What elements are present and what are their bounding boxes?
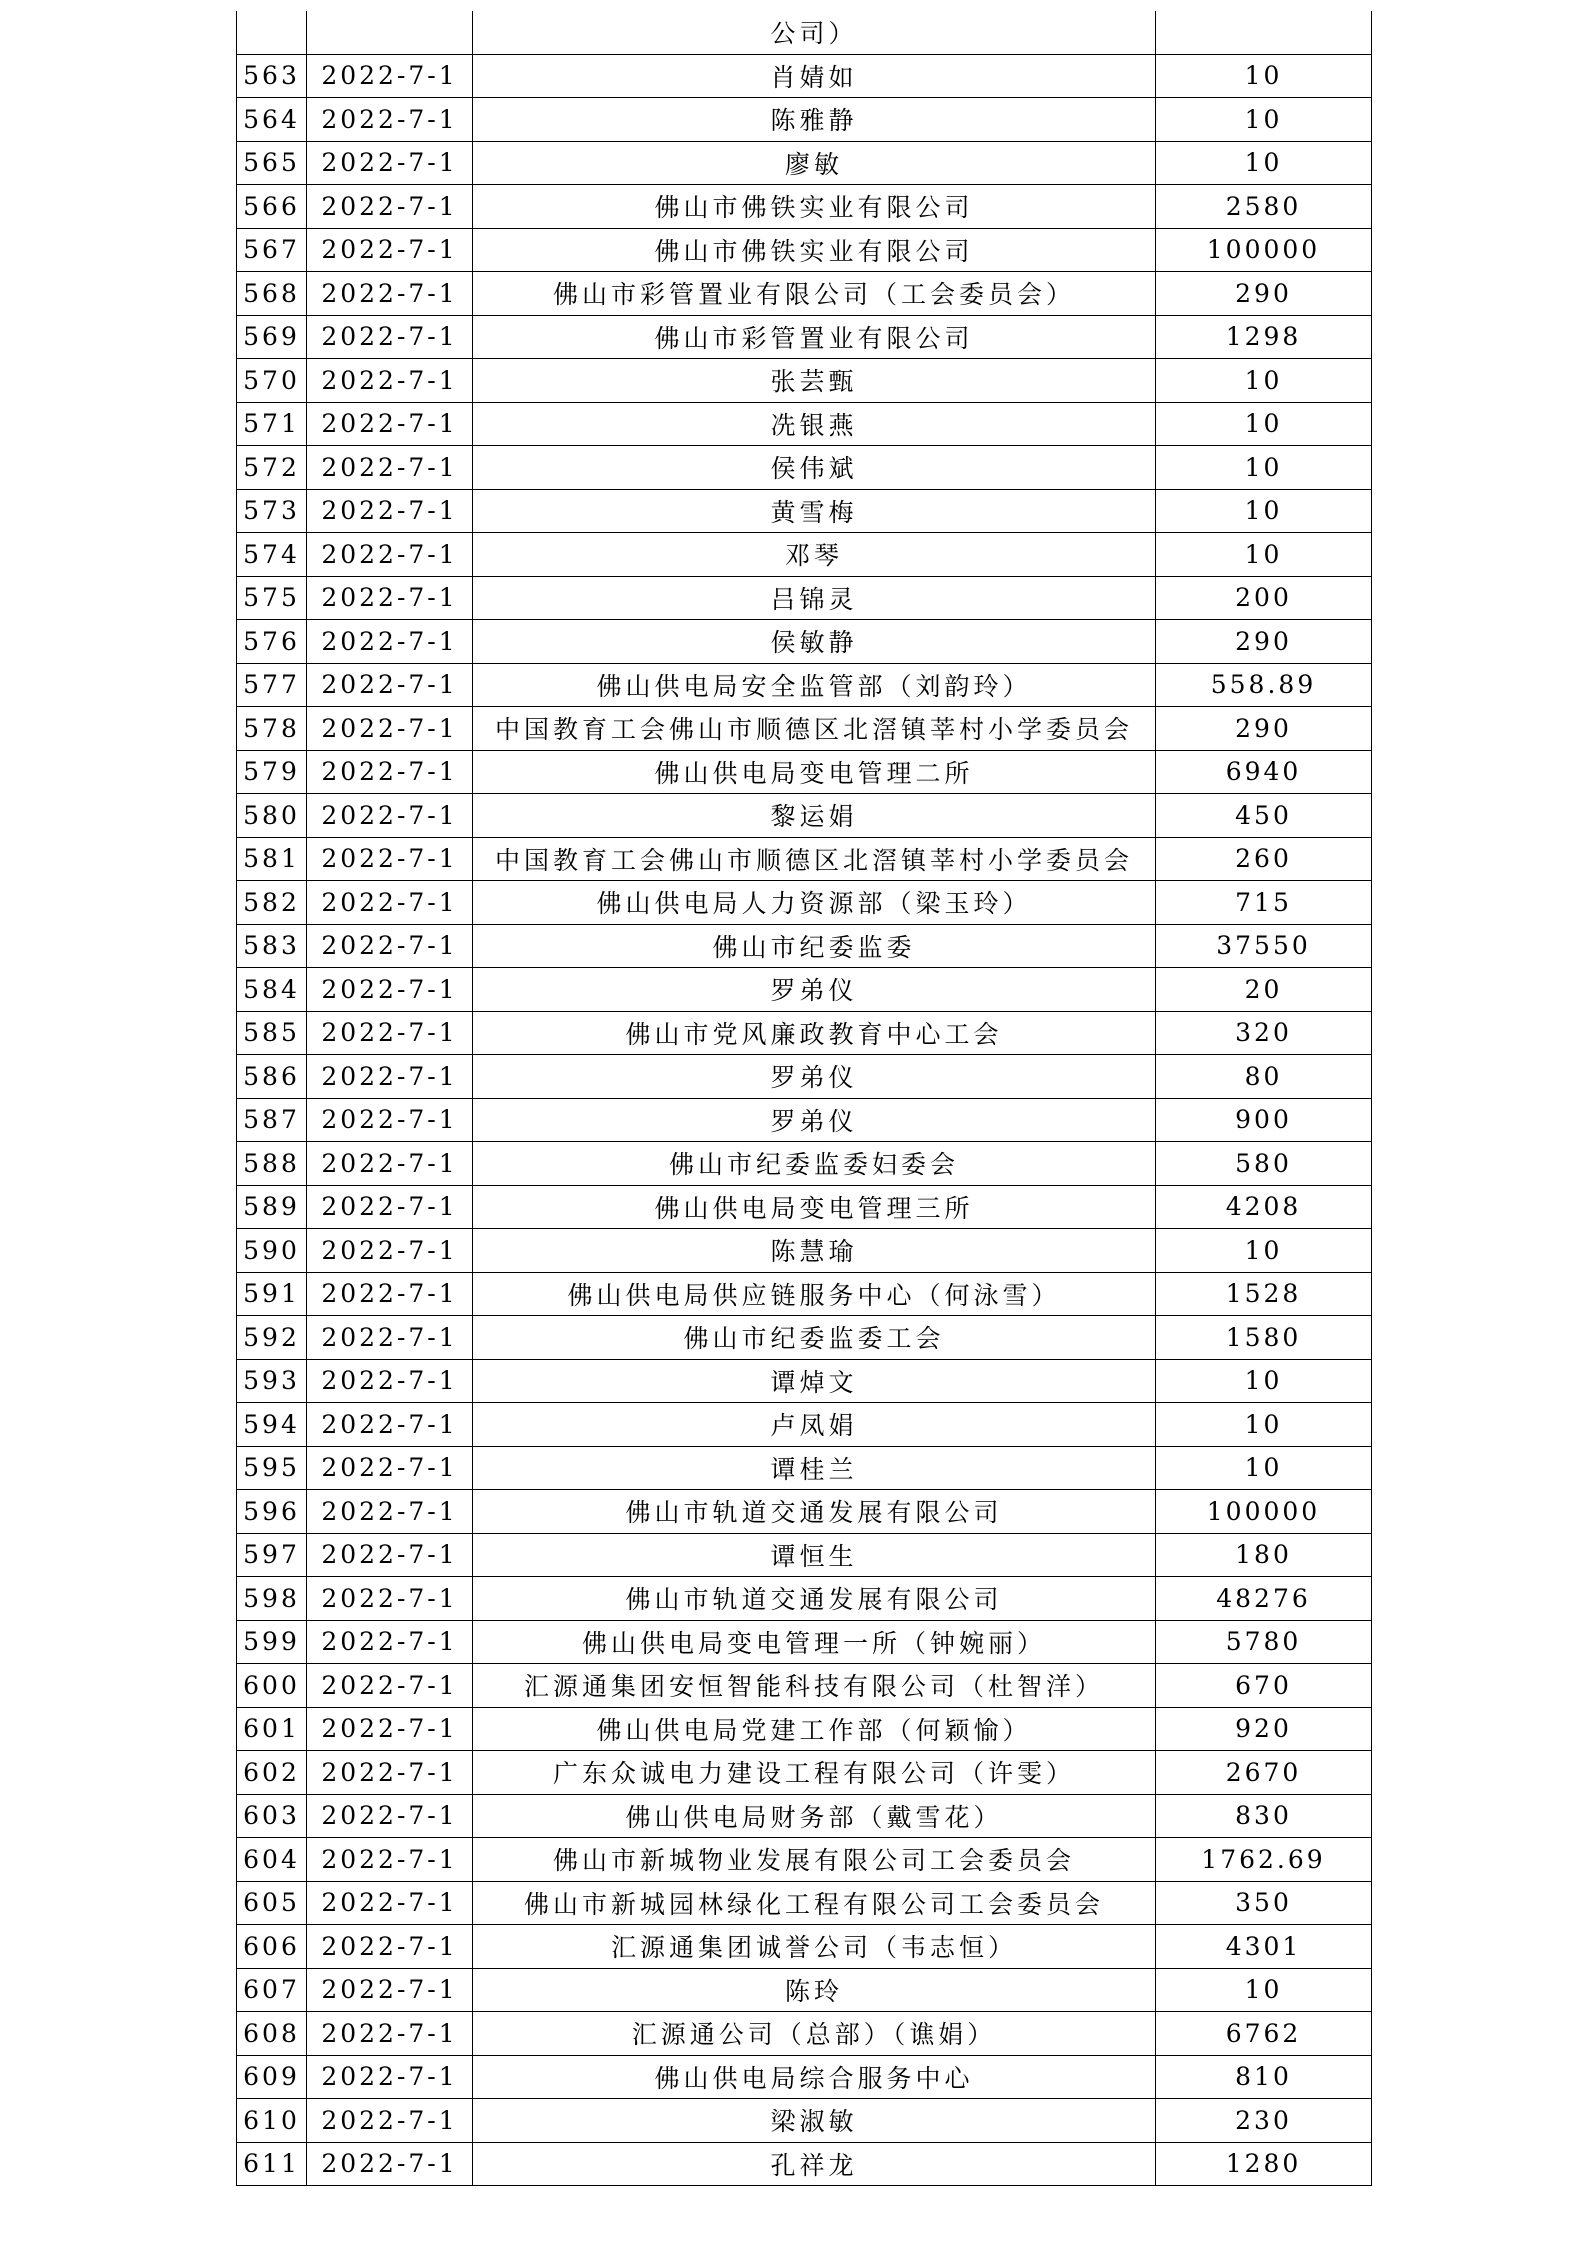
date-cell: 2022-7-1 [307, 576, 473, 620]
date-cell: 2022-7-1 [307, 1490, 473, 1534]
table-row [237, 1577, 1372, 1621]
donor-name-cell: 佛山供电局财务部（戴雪花） [473, 1794, 1156, 1838]
index-cell: 609 [237, 2055, 307, 2099]
amount-cell: 1580 [1156, 1316, 1372, 1360]
index-cell: 564 [237, 98, 307, 142]
donor-name-cell: 佛山市党风廉政教育中心工会 [473, 1011, 1156, 1055]
donor-name-cell: 佛山供电局安全监管部（刘韵玲） [473, 663, 1156, 707]
table-row [237, 2099, 1372, 2143]
date-cell: 2022-7-1 [307, 489, 473, 533]
table-row [237, 1316, 1372, 1360]
amount-cell: 10 [1156, 489, 1372, 533]
date-cell: 2022-7-1 [307, 968, 473, 1012]
table-row [237, 1446, 1372, 1490]
date-cell: 2022-7-1 [307, 794, 473, 838]
amount-cell: 5780 [1156, 1620, 1372, 1664]
date-cell: 2022-7-1 [307, 272, 473, 316]
index-cell: 584 [237, 968, 307, 1012]
table-row [237, 968, 1372, 1012]
index-cell: 568 [237, 272, 307, 316]
amount-cell: 10 [1156, 141, 1372, 185]
table-row [237, 1055, 1372, 1099]
index-cell: 607 [237, 1968, 307, 2012]
table-row [237, 2012, 1372, 2056]
index-cell: 606 [237, 1925, 307, 1969]
amount-cell: 4301 [1156, 1925, 1372, 1969]
donor-name-cell: 中国教育工会佛山市顺德区北滘镇莘村小学委员会 [473, 837, 1156, 881]
table-row [237, 1838, 1372, 1882]
table-row [237, 489, 1372, 533]
donor-name-cell: 陈雅静 [473, 98, 1156, 142]
index-cell: 601 [237, 1707, 307, 1751]
amount-cell [1156, 11, 1372, 54]
table-row [237, 1142, 1372, 1186]
table-row [237, 2055, 1372, 2099]
date-cell: 2022-7-1 [307, 1881, 473, 1925]
index-cell: 572 [237, 446, 307, 490]
date-cell: 2022-7-1 [307, 1838, 473, 1882]
index-cell: 590 [237, 1229, 307, 1273]
table-row [237, 54, 1372, 98]
amount-cell: 558.89 [1156, 663, 1372, 707]
index-cell: 598 [237, 1577, 307, 1621]
date-cell: 2022-7-1 [307, 54, 473, 98]
amount-cell: 10 [1156, 359, 1372, 403]
amount-cell: 670 [1156, 1664, 1372, 1708]
index-cell: 569 [237, 315, 307, 359]
table-row [237, 1620, 1372, 1664]
amount-cell: 1528 [1156, 1272, 1372, 1316]
index-cell: 604 [237, 1838, 307, 1882]
index-cell [237, 11, 307, 54]
table-row [237, 1011, 1372, 1055]
donor-name-cell: 佛山供电局综合服务中心 [473, 2055, 1156, 2099]
donor-name-cell: 罗弟仪 [473, 968, 1156, 1012]
date-cell: 2022-7-1 [307, 446, 473, 490]
date-cell: 2022-7-1 [307, 663, 473, 707]
date-cell: 2022-7-1 [307, 1664, 473, 1708]
table-row [237, 272, 1372, 316]
index-cell: 571 [237, 402, 307, 446]
table-row [237, 446, 1372, 490]
index-cell: 589 [237, 1185, 307, 1229]
index-cell: 602 [237, 1751, 307, 1795]
table-row [237, 1185, 1372, 1229]
table-row [237, 1533, 1372, 1577]
donor-name-cell: 谭桂兰 [473, 1446, 1156, 1490]
donor-name-cell: 汇源通集团诚誉公司（韦志恒） [473, 1925, 1156, 1969]
table-row [237, 924, 1372, 968]
amount-cell: 920 [1156, 1707, 1372, 1751]
index-cell: 593 [237, 1359, 307, 1403]
date-cell: 2022-7-1 [307, 1098, 473, 1142]
table-row [237, 402, 1372, 446]
donor-name-cell: 黄雪梅 [473, 489, 1156, 533]
donor-name-cell: 廖敏 [473, 141, 1156, 185]
donor-name-cell: 汇源通公司（总部）（谯娟） [473, 2012, 1156, 2056]
amount-cell: 6762 [1156, 2012, 1372, 2056]
amount-cell: 830 [1156, 1794, 1372, 1838]
date-cell: 2022-7-1 [307, 881, 473, 925]
table-row [237, 1925, 1372, 1969]
donor-name-cell: 侯敏静 [473, 620, 1156, 664]
index-cell: 600 [237, 1664, 307, 1708]
index-cell: 566 [237, 185, 307, 229]
date-cell: 2022-7-1 [307, 620, 473, 664]
date-cell: 2022-7-1 [307, 2142, 473, 2186]
index-cell: 588 [237, 1142, 307, 1186]
index-cell: 597 [237, 1533, 307, 1577]
donor-name-cell: 公司） [473, 11, 1156, 54]
date-cell: 2022-7-1 [307, 1620, 473, 1664]
date-cell: 2022-7-1 [307, 924, 473, 968]
date-cell: 2022-7-1 [307, 533, 473, 577]
index-cell: 575 [237, 576, 307, 620]
table-row [237, 1881, 1372, 1925]
table-row [237, 141, 1372, 185]
index-cell: 567 [237, 228, 307, 272]
amount-cell: 10 [1156, 98, 1372, 142]
amount-cell: 37550 [1156, 924, 1372, 968]
index-cell: 599 [237, 1620, 307, 1664]
amount-cell: 350 [1156, 1881, 1372, 1925]
amount-cell: 10 [1156, 1968, 1372, 2012]
table-row [237, 576, 1372, 620]
amount-cell: 290 [1156, 272, 1372, 316]
index-cell: 603 [237, 1794, 307, 1838]
amount-cell: 200 [1156, 576, 1372, 620]
index-cell: 594 [237, 1403, 307, 1447]
table-row [237, 837, 1372, 881]
amount-cell: 100000 [1156, 1490, 1372, 1534]
amount-cell: 450 [1156, 794, 1372, 838]
table-row [237, 1751, 1372, 1795]
index-cell: 573 [237, 489, 307, 533]
amount-cell: 580 [1156, 1142, 1372, 1186]
date-cell: 2022-7-1 [307, 1055, 473, 1099]
index-cell: 596 [237, 1490, 307, 1534]
date-cell: 2022-7-1 [307, 1011, 473, 1055]
donor-name-cell: 谭焯文 [473, 1359, 1156, 1403]
amount-cell: 900 [1156, 1098, 1372, 1142]
donor-name-cell: 佛山供电局供应链服务中心（何泳雪） [473, 1272, 1156, 1316]
donor-name-cell: 佛山供电局人力资源部（梁玉玲） [473, 881, 1156, 925]
donor-name-cell: 邓琴 [473, 533, 1156, 577]
table-row [237, 2142, 1372, 2186]
donor-name-cell: 中国教育工会佛山市顺德区北滘镇莘村小学委员会 [473, 707, 1156, 751]
donor-name-cell: 孔祥龙 [473, 2142, 1156, 2186]
amount-cell: 260 [1156, 837, 1372, 881]
donor-name-cell: 广东众诚电力建设工程有限公司（许雯） [473, 1751, 1156, 1795]
amount-cell: 810 [1156, 2055, 1372, 2099]
donor-name-cell: 侯伟斌 [473, 446, 1156, 490]
donor-name-cell: 陈玲 [473, 1968, 1156, 2012]
index-cell: 579 [237, 750, 307, 794]
date-cell: 2022-7-1 [307, 1446, 473, 1490]
table-row [237, 1229, 1372, 1273]
date-cell: 2022-7-1 [307, 1316, 473, 1360]
donor-name-cell: 佛山市新城园林绿化工程有限公司工会委员会 [473, 1881, 1156, 1925]
amount-cell: 290 [1156, 707, 1372, 751]
donor-name-cell: 梁淑敏 [473, 2099, 1156, 2143]
table-row [237, 750, 1372, 794]
amount-cell: 290 [1156, 620, 1372, 664]
amount-cell: 1298 [1156, 315, 1372, 359]
donor-name-cell: 佛山市纪委监委妇委会 [473, 1142, 1156, 1186]
amount-cell: 10 [1156, 1446, 1372, 1490]
donor-name-cell: 佛山市新城物业发展有限公司工会委员会 [473, 1838, 1156, 1882]
date-cell: 2022-7-1 [307, 315, 473, 359]
date-cell: 2022-7-1 [307, 98, 473, 142]
index-cell: 591 [237, 1272, 307, 1316]
table-row [237, 794, 1372, 838]
date-cell: 2022-7-1 [307, 228, 473, 272]
table-row [237, 359, 1372, 403]
date-cell: 2022-7-1 [307, 141, 473, 185]
amount-cell: 10 [1156, 402, 1372, 446]
date-cell: 2022-7-1 [307, 2012, 473, 2056]
amount-cell: 20 [1156, 968, 1372, 1012]
index-cell: 610 [237, 2099, 307, 2143]
index-cell: 605 [237, 1881, 307, 1925]
date-cell: 2022-7-1 [307, 1359, 473, 1403]
table-row [237, 1490, 1372, 1534]
amount-cell: 10 [1156, 533, 1372, 577]
amount-cell: 180 [1156, 1533, 1372, 1577]
donor-name-cell: 佛山市佛铁实业有限公司 [473, 228, 1156, 272]
amount-cell: 1280 [1156, 2142, 1372, 2186]
donor-name-cell: 罗弟仪 [473, 1098, 1156, 1142]
date-cell: 2022-7-1 [307, 402, 473, 446]
donor-name-cell: 张芸甄 [473, 359, 1156, 403]
date-cell: 2022-7-1 [307, 1533, 473, 1577]
table-row [237, 11, 1372, 54]
donor-name-cell: 佛山市纪委监委 [473, 924, 1156, 968]
amount-cell: 6940 [1156, 750, 1372, 794]
amount-cell: 48276 [1156, 1577, 1372, 1621]
date-cell: 2022-7-1 [307, 1229, 473, 1273]
index-cell: 592 [237, 1316, 307, 1360]
amount-cell: 10 [1156, 1359, 1372, 1403]
date-cell: 2022-7-1 [307, 1925, 473, 1969]
index-cell: 611 [237, 2142, 307, 2186]
amount-cell: 100000 [1156, 228, 1372, 272]
donor-name-cell: 吕锦灵 [473, 576, 1156, 620]
amount-cell: 10 [1156, 1229, 1372, 1273]
donor-name-cell: 佛山市佛铁实业有限公司 [473, 185, 1156, 229]
index-cell: 587 [237, 1098, 307, 1142]
donor-name-cell: 汇源通集团安恒智能科技有限公司（杜智洋） [473, 1664, 1156, 1708]
table-row [237, 1403, 1372, 1447]
index-cell: 580 [237, 794, 307, 838]
date-cell: 2022-7-1 [307, 1794, 473, 1838]
table-row [237, 1098, 1372, 1142]
index-cell: 565 [237, 141, 307, 185]
table-body [237, 11, 1372, 2186]
table-row [237, 1968, 1372, 2012]
amount-cell: 715 [1156, 881, 1372, 925]
donor-name-cell: 佛山市纪委监委工会 [473, 1316, 1156, 1360]
index-cell: 585 [237, 1011, 307, 1055]
index-cell: 570 [237, 359, 307, 403]
table-row [237, 663, 1372, 707]
date-cell: 2022-7-1 [307, 185, 473, 229]
index-cell: 582 [237, 881, 307, 925]
donor-name-cell: 佛山市轨道交通发展有限公司 [473, 1490, 1156, 1534]
donor-name-cell: 卢凤娟 [473, 1403, 1156, 1447]
index-cell: 574 [237, 533, 307, 577]
table-row [237, 881, 1372, 925]
date-cell: 2022-7-1 [307, 359, 473, 403]
date-cell: 2022-7-1 [307, 1142, 473, 1186]
donor-name-cell: 陈慧瑜 [473, 1229, 1156, 1273]
amount-cell: 2580 [1156, 185, 1372, 229]
donor-name-cell: 佛山供电局变电管理三所 [473, 1185, 1156, 1229]
date-cell: 2022-7-1 [307, 2099, 473, 2143]
amount-cell: 10 [1156, 1403, 1372, 1447]
date-cell: 2022-7-1 [307, 1272, 473, 1316]
amount-cell: 230 [1156, 2099, 1372, 2143]
amount-cell: 2670 [1156, 1751, 1372, 1795]
amount-cell: 1762.69 [1156, 1838, 1372, 1882]
table-row [237, 315, 1372, 359]
amount-cell: 320 [1156, 1011, 1372, 1055]
table-row [237, 1707, 1372, 1751]
amount-cell: 4208 [1156, 1185, 1372, 1229]
donor-name-cell: 黎运娟 [473, 794, 1156, 838]
table-row [237, 228, 1372, 272]
date-cell: 2022-7-1 [307, 1751, 473, 1795]
donor-name-cell: 佛山市彩管置业有限公司 [473, 315, 1156, 359]
donor-name-cell: 肖婧如 [473, 54, 1156, 98]
donor-name-cell: 谭恒生 [473, 1533, 1156, 1577]
donor-name-cell: 佛山市彩管置业有限公司（工会委员会） [473, 272, 1156, 316]
table-row [237, 533, 1372, 577]
index-cell: 563 [237, 54, 307, 98]
amount-cell: 10 [1156, 54, 1372, 98]
date-cell: 2022-7-1 [307, 1968, 473, 2012]
table-row [237, 1272, 1372, 1316]
date-cell: 2022-7-1 [307, 1577, 473, 1621]
index-cell: 576 [237, 620, 307, 664]
index-cell: 586 [237, 1055, 307, 1099]
table-row [237, 98, 1372, 142]
date-cell: 2022-7-1 [307, 1403, 473, 1447]
donor-name-cell: 佛山供电局变电管理一所（钟婉丽） [473, 1620, 1156, 1664]
table-row [237, 1794, 1372, 1838]
donor-name-cell: 佛山供电局党建工作部（何颖愉） [473, 1707, 1156, 1751]
date-cell: 2022-7-1 [307, 837, 473, 881]
date-cell: 2022-7-1 [307, 1707, 473, 1751]
donor-name-cell: 佛山供电局变电管理二所 [473, 750, 1156, 794]
table-row [237, 707, 1372, 751]
date-cell: 2022-7-1 [307, 750, 473, 794]
donation-table [236, 11, 1372, 2186]
index-cell: 577 [237, 663, 307, 707]
table-row [237, 185, 1372, 229]
table-row [237, 620, 1372, 664]
date-cell: 2022-7-1 [307, 2055, 473, 2099]
date-cell [307, 11, 473, 54]
index-cell: 608 [237, 2012, 307, 2056]
table-row [237, 1664, 1372, 1708]
index-cell: 583 [237, 924, 307, 968]
index-cell: 595 [237, 1446, 307, 1490]
amount-cell: 10 [1156, 446, 1372, 490]
date-cell: 2022-7-1 [307, 1185, 473, 1229]
donor-name-cell: 冼银燕 [473, 402, 1156, 446]
index-cell: 581 [237, 837, 307, 881]
date-cell: 2022-7-1 [307, 707, 473, 751]
table-row [237, 1359, 1372, 1403]
donor-name-cell: 罗弟仪 [473, 1055, 1156, 1099]
amount-cell: 80 [1156, 1055, 1372, 1099]
donor-name-cell: 佛山市轨道交通发展有限公司 [473, 1577, 1156, 1621]
index-cell: 578 [237, 707, 307, 751]
